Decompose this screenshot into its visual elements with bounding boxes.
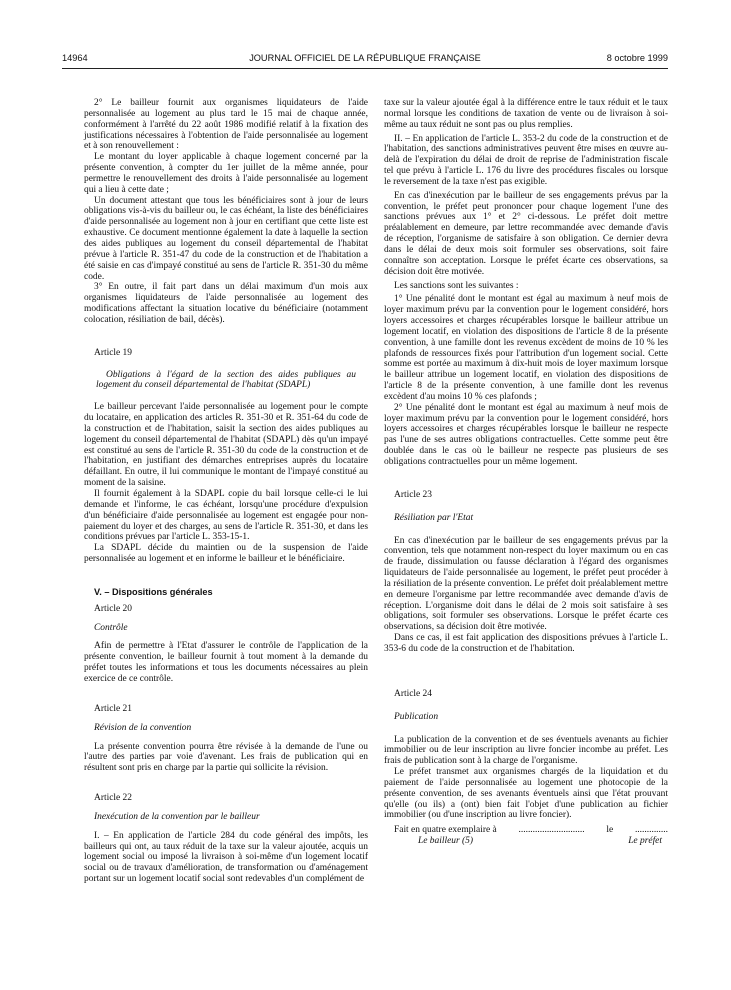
paragraph: Un document attestant que tous les bénéficiaires sont à jour de leurs obligations vis-à-vis du bailleur ou, le cas échéant, la liste des bénéficiaires d'aide personnalisée au logement non à jour en certifiant que cette liste est exhaustive. Ce document mentionne également la date à laquelle la section des aides publiques au logement du conseil départemental de l'habitat prévue à l'article R. 351-47 du code de la construction et de l'habitation a été saisie en cas d'impayé constitué au sens de l'article R. 351-30 du même code. xyxy=(84,195,368,282)
article-19-heading: Obligations à l'égard de la section des aides publiques au logement du conseil départemental de l'habitat (SDAPL) xyxy=(96,369,356,391)
paragraph: La SDAPL décide du maintien ou de la suspension de l'aide personnalisée au logement et en informe le bailleur et le bénéficiaire. xyxy=(84,543,368,565)
paragraph: La publication de la convention et de ses éventuels avenants au fichier immobilier ou de leur inscription au livre foncier incombe au préfet. Les frais de publication sont à la charge de l'organisme. xyxy=(384,734,668,767)
signatories xyxy=(384,836,668,847)
signatory-prefet: Le préfet xyxy=(628,836,662,847)
paragraph: Le bailleur percevant l'aide personnalisée au logement pour le compte du locataire, en application des articles R. 351-30 et R. 351-64 du code de la construction et de l'habitation, saisit la section des aides publiques au logement du conseil départemental de l'habitat (SDAPL) dès qu'un impayé est constitué au sens de l'article R. 351-30 du code de la construction et de l'habitation, en justifiant des démarches entreprises auprès du locataire défaillant. En outre, il lui communique le montant de l'impayé constitué au moment de la saisine. xyxy=(84,402,368,489)
paragraph: 1° Une pénalité dont le montant est égal au maximum à neuf mois de loyer maximum prévu par la convention pour le logement considéré, hors loyers accessoires et charges récupérables lorsque le bailleur attribue un logement locatif, en violation des dispositions de l'article 8 de la présente convention, à une famille dont les revenus excèdent de moins de 10 % les plafonds de ressources fixés pour l'attribution d'un logement social. Cette somme est portée au maximum à dix-huit mois de loyer maximum lorsque le bailleur attribue un logement locatif, en violation des dispositions de l'article 8 de la présente convention, à une famille dont les revenus excèdent d'au moins 10 % ces plafonds ; xyxy=(384,294,668,402)
paragraph: 2° Une pénalité dont le montant est égal au maximum à neuf mois de loyer maximum prévu par la convention pour le logement considéré, hors loyers accessoires et charges récupérables lorsque le bailleur ne respecte pas l'une de ses autres obligations contractuelles. Cette somme peut être doublée dans le cas où le bailleur ne respecte pas plusieurs de ses obligations contractuelles pour un même logement. xyxy=(384,402,668,467)
signature-place-date xyxy=(384,825,668,836)
page-header xyxy=(62,53,668,67)
article-24-title: Article 24 xyxy=(394,688,432,699)
article-19-title: Article 19 xyxy=(94,347,132,358)
section-v-title: V. – Dispositions générales xyxy=(94,586,213,597)
paragraph: taxe sur la valeur ajoutée égal à la différence entre le taux réduit et le taux normal lorsque les conditions de taxation de vente ou de livraison à soi-même au taux réduit ne sont pas ou plus remplies. xyxy=(384,98,668,130)
paragraph: Il fournit également à la SDAPL copie du bail lorsque celle-ci le lui demande et l'informe, le cas échéant, lorsqu'une procédure d'expulsion d'un bénéficiaire d'aide personnalisée au logement est engagée pour non-paiement du loyer et des charges, au sens de l'article R. 351-30, et dans les conditions prévues par l'article L. 353-15-1. xyxy=(84,489,368,543)
paragraph: 3° En outre, il fait part dans un délai maximum d'un mois aux organismes liquidateurs de l'aide personnalisée au logement des modifications affectant la situation locative du bénéficiaire (notamment colocation, résiliation de bail, décès). xyxy=(84,282,368,325)
paragraph: I. – En application de l'article 284 du code général des impôts, les bailleurs qui ont, au taux réduit de la taxe sur la valeur ajoutée, acquis un logement social ou imposé la livraison à soi-même d'un logement locatif social ou de travaux d'amélioration, de transformation ou d'aménagement portant sur un logement locatif social sont redevables d'un complément de xyxy=(84,830,368,885)
article-21-heading: Révision de la convention xyxy=(94,722,192,733)
article-24-heading: Publication xyxy=(394,711,439,722)
paragraph: Le montant du loyer applicable à chaque logement concerné par la présente convention, à compter du 1er juillet de la même année, pour permettre le renouvellement des droits à l'aide personnalisée au logement qui a lieu à cette date ; xyxy=(84,152,368,195)
article-21-title: Article 21 xyxy=(94,703,132,714)
signature-le: le xyxy=(606,825,614,836)
page-number: 14964 xyxy=(62,53,88,63)
paragraph: En cas d'inexécution par le bailleur de ses engagements prévus par la convention, tels que notamment non-respect du loyer maximum ou en cas de fraude, dissimulation ou fausse déclaration à l'égard des organismes liquidateurs de l'aide personnalisée au logement, le préfet peut procéder à la résiliation de la présente convention. Le préfet doit préalablement mettre en demeure l'organisme par lettre recommandée avec demande d'avis de réception. L'organisme doit dans le délai de 2 mois soit satisfaire à ses obligations, soit formuler ses observations. Lorsque le préfet écarte ces observations, sa décision doit être motivée. xyxy=(384,535,668,633)
signature-dots-place: ............................ xyxy=(518,825,585,836)
signature-dots-date: .............. xyxy=(634,825,668,836)
paragraph: Les sanctions sont les suivantes : xyxy=(394,280,519,291)
paragraph: Afin de permettre à l'Etat d'assurer le contrôle de l'application de la présente convention, le bailleur fournit à tout moment à la demande du préfet toutes les informations et tous les documents nécessaires au plein exercice de ce contrôle. xyxy=(84,641,368,684)
paragraph: En cas d'inexécution par le bailleur de ses engagements prévus par la convention, le préfet peut prononcer pour chaque logement l'une des sanctions prévues aux 1° et 2° ci-dessous. Le préfet doit mettre préalablement en demeure, par lettre recommandée avec demande d'avis de réception, l'organisme de satisfaire à son obligation. Ce dernier devra dans le délai de deux mois soit formuler ses observations, soit faire connaître son acceptation. Lorsque le préfet écarte ces observations, sa décision doit être motivée. xyxy=(384,190,668,277)
paragraph: 2° Le bailleur fournit aux organismes liquidateurs de l'aide personnalisée au logement au plus tard le 15 mai de chaque année, conformément à l'arrêté du 22 août 1986 modifié relatif à la fixation des justifications nécessaires à l'obtention de l'aide personnalisée au logement et à son renouvellement : xyxy=(84,98,368,152)
article-20-title: Article 20 xyxy=(94,603,132,614)
signature-fait: Fait en quatre exemplaire à xyxy=(394,825,497,836)
journal-title: JOURNAL OFFICIEL DE LA RÉPUBLIQUE FRANÇAISE xyxy=(249,53,481,63)
header-rule xyxy=(62,68,668,69)
article-22-heading: Inexécution de la convention par le bailleur xyxy=(94,811,260,822)
left-column xyxy=(84,98,368,885)
article-20-heading: Contrôle xyxy=(94,622,128,633)
signatory-bailleur: Le bailleur (5) xyxy=(418,836,474,847)
issue-date: 8 octobre 1999 xyxy=(606,53,668,63)
right-column xyxy=(384,98,668,847)
paragraph: Dans ce cas, il est fait application des dispositions prévues à l'article L. 353-6 du code de la construction et de l'habitation. xyxy=(384,633,668,654)
paragraph: Le préfet transmet aux organismes chargés de la liquidation et du paiement de l'aide personnalisée au logement une photocopie de la présente convention, de ses avenants éventuels ainsi que l'état prouvant qu'elle (ou ils) a (ont) bien fait l'objet d'une publication au fichier immobilier (ou d'une inscription au livre foncier). xyxy=(384,767,668,821)
article-22-title: Article 22 xyxy=(94,793,132,804)
article-23-heading: Résiliation par l'Etat xyxy=(394,512,474,523)
paragraph: II. – En application de l'article L. 353-2 du code de la construction et de l'habitation, des sanctions administratives peuvent être mises en œuvre au-delà de l'expiration du délai de droit de reprise de l'administration fiscale tel que prévu à l'article L. 176 du livre des procédures fiscales ou lorsque le reversement de la taxe n'est pas exigible. xyxy=(384,133,668,187)
paragraph: La présente convention pourra être révisée à la demande de l'une ou l'autre des parties par voie d'avenant. Les frais de publication qui en résultent sont pris en charge par la partie qui sollicite la révision. xyxy=(84,741,368,774)
article-23-title: Article 23 xyxy=(394,489,432,500)
